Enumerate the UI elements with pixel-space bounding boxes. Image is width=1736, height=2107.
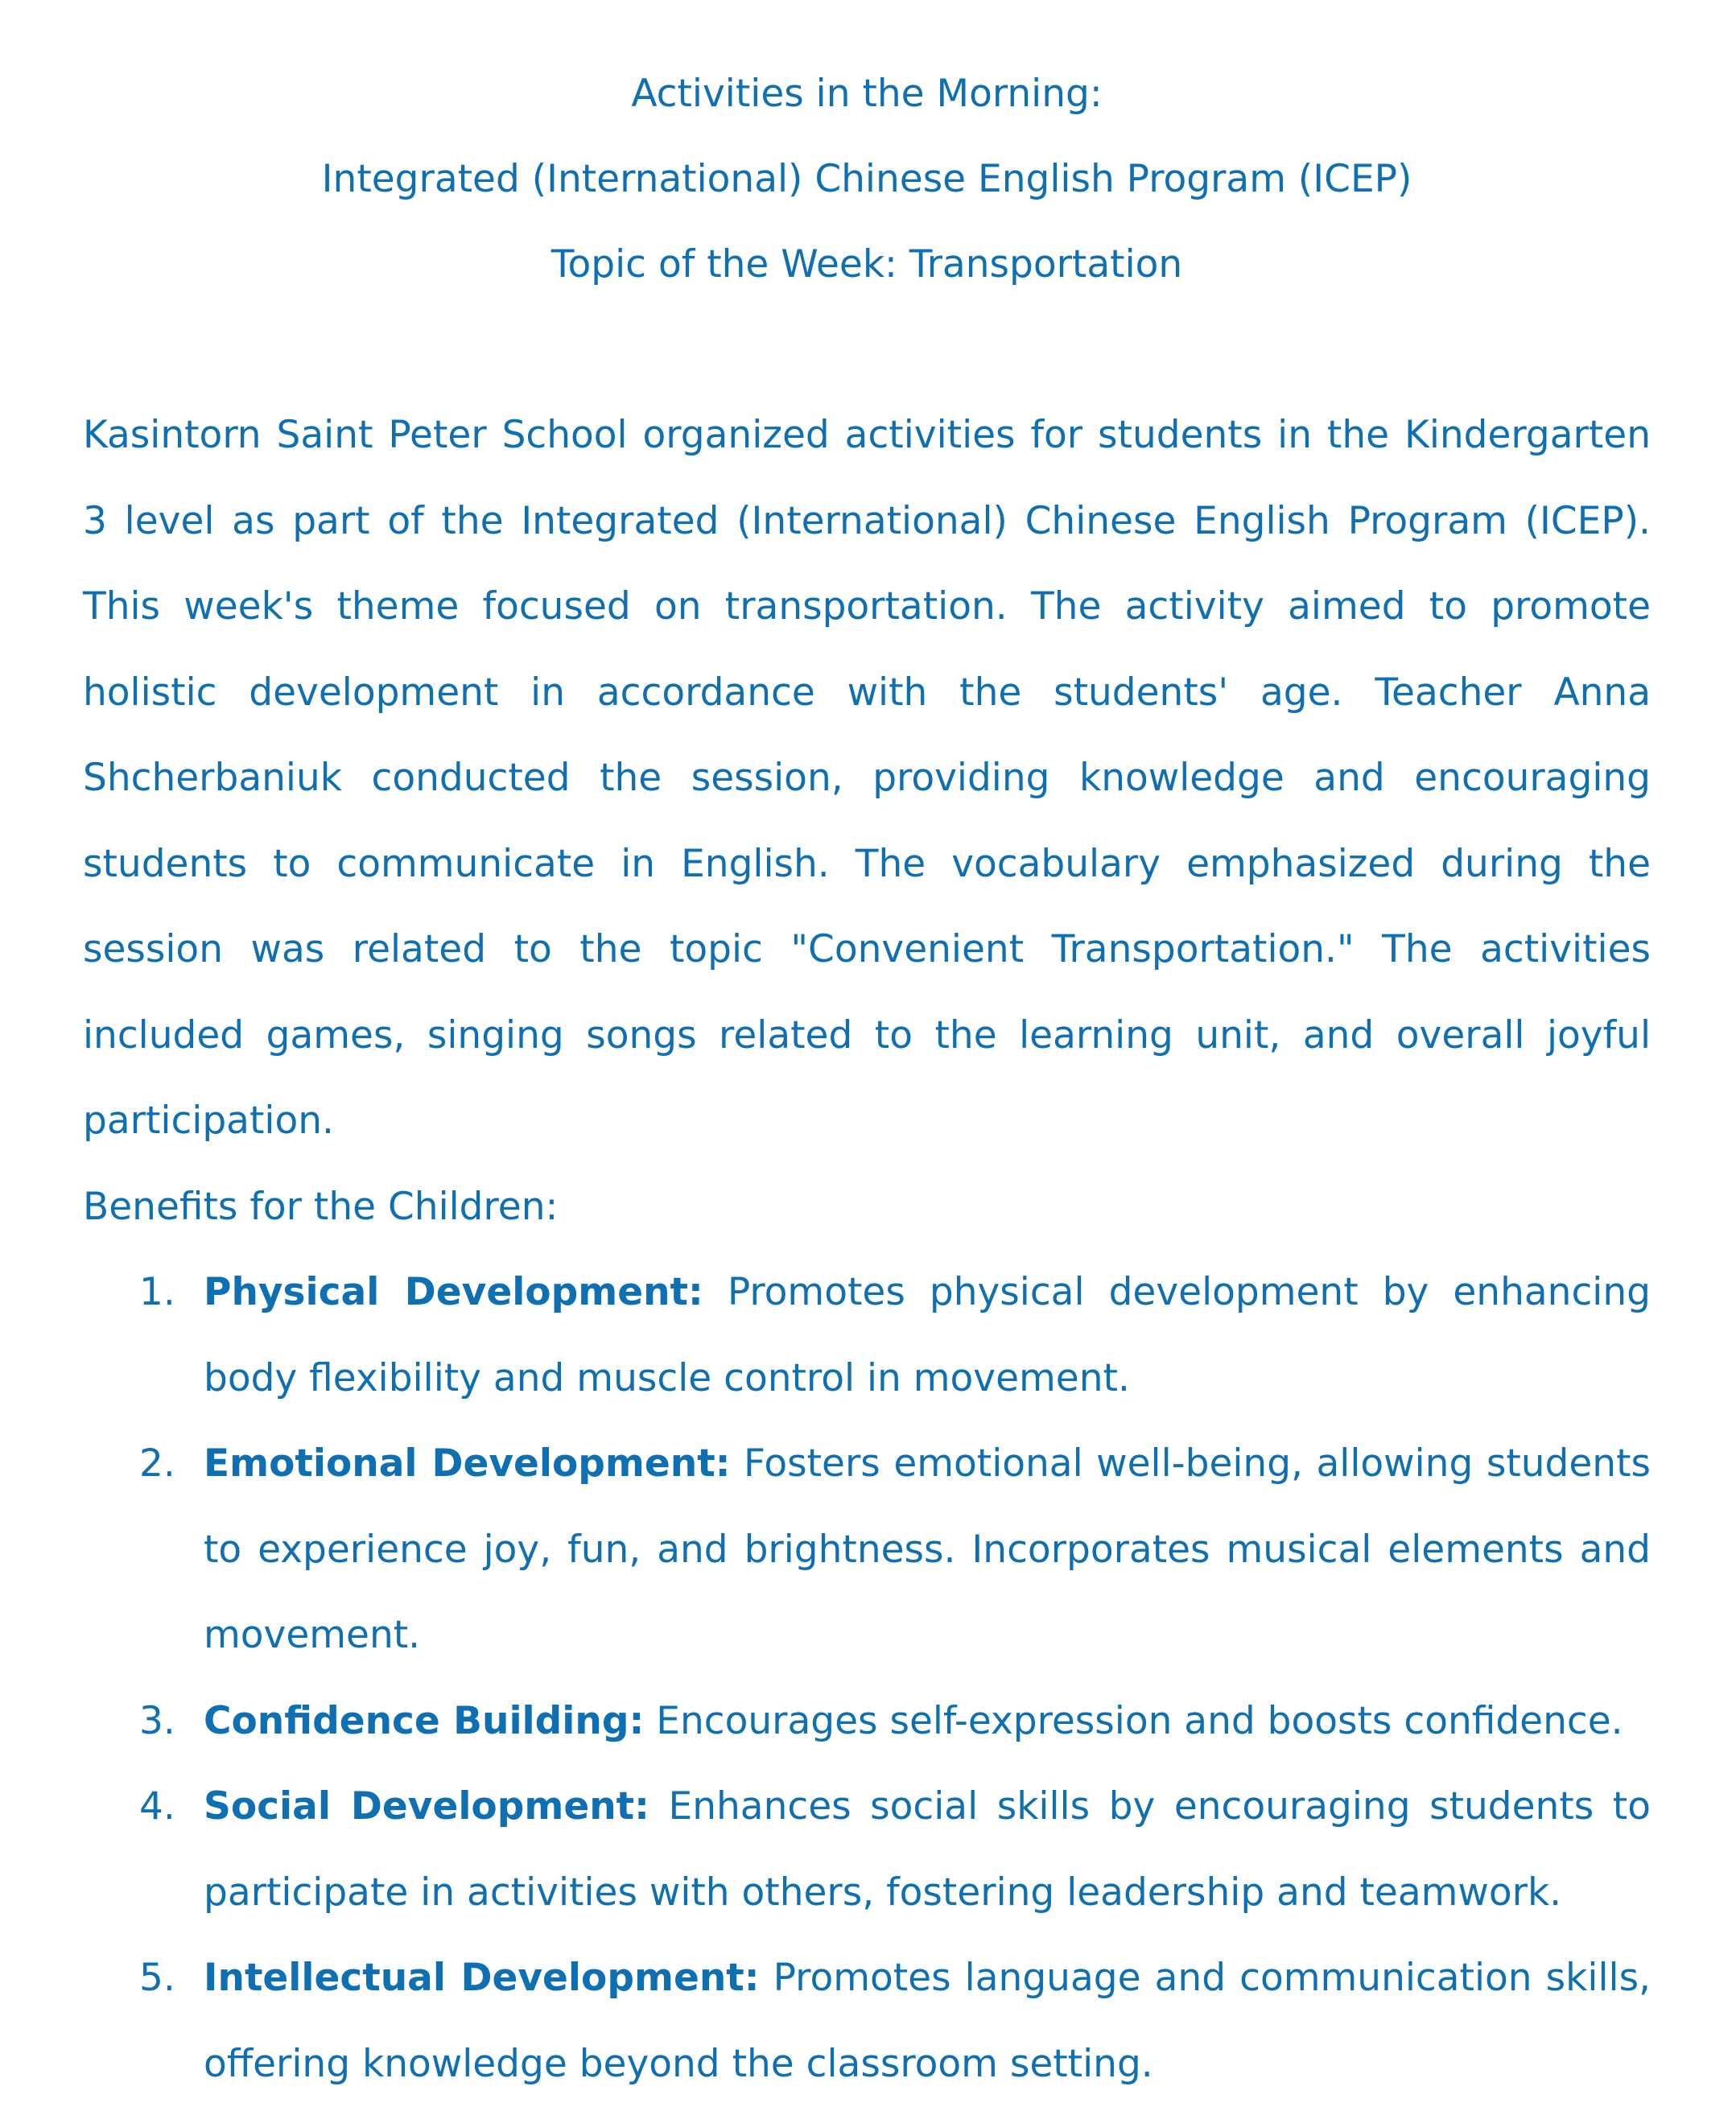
list-item xyxy=(83,1679,1651,1765)
benefit-text: Promotes physical development by enhancing body flexibility and muscle control in movement. xyxy=(204,1270,1651,1400)
benefit-text: Encourages self-expression and boosts confidence. xyxy=(656,1698,1623,1743)
benefit-text: Enhances social skills by encouraging students to participate in activities with others, fostering leadership and teamwork. xyxy=(204,1784,1651,1915)
list-number: 3. xyxy=(139,1698,175,1743)
list-number: 2. xyxy=(139,1441,175,1486)
benefit-term: Confidence Building: xyxy=(204,1698,645,1743)
benefit-term: Social Development: xyxy=(204,1784,649,1829)
list-number: 5. xyxy=(139,1956,175,2000)
benefit-text: Fosters emotional well-being, allowing students to experience joy, fun, and brightness. Incorporates musical elements and movement. xyxy=(204,1441,1651,1657)
benefit-term: Intellectual Development: xyxy=(204,1956,760,2000)
document-page xyxy=(83,0,1651,2107)
benefits-list xyxy=(83,1250,1651,2107)
list-item xyxy=(83,1936,1651,2107)
list-item xyxy=(83,1764,1651,1936)
list-number: 1. xyxy=(139,1270,175,1314)
benefit-term: Emotional Development: xyxy=(204,1441,731,1486)
benefit-text: Promotes language and communication skills, offering knowledge beyond the classroom setting. xyxy=(204,1956,1651,2086)
title-line-2: Integrated (International) Chinese English Program (ICEP) xyxy=(321,157,1412,201)
title-line-1: Activities in the Morning: xyxy=(631,72,1103,116)
benefits-heading: Benefits for the Children: xyxy=(83,1184,559,1229)
benefit-term: Physical Development: xyxy=(204,1270,703,1314)
list-item xyxy=(83,1421,1651,1679)
list-item xyxy=(83,1250,1651,1421)
list-number: 4. xyxy=(139,1784,175,1829)
title-line-3: Topic of the Week: Transportation xyxy=(550,242,1183,287)
intro-paragraph: Kasintorn Saint Peter School organized activities for students in the Kindergarten 3 level as part of the Integrated (International) Chinese English Program (ICEP). This week's theme focused on transportation. The activity aimed to promote holistic development in accordance with the students' age. Teacher Anna Shcherbaniuk conducted the session, providing knowledge and encouraging students to communicate in English. The vocabulary emphasized during the session was related to the topic "Convenient Transportation." The activities included games, singing songs related to the learning unit, and overall joyful participation. xyxy=(83,413,1651,1143)
